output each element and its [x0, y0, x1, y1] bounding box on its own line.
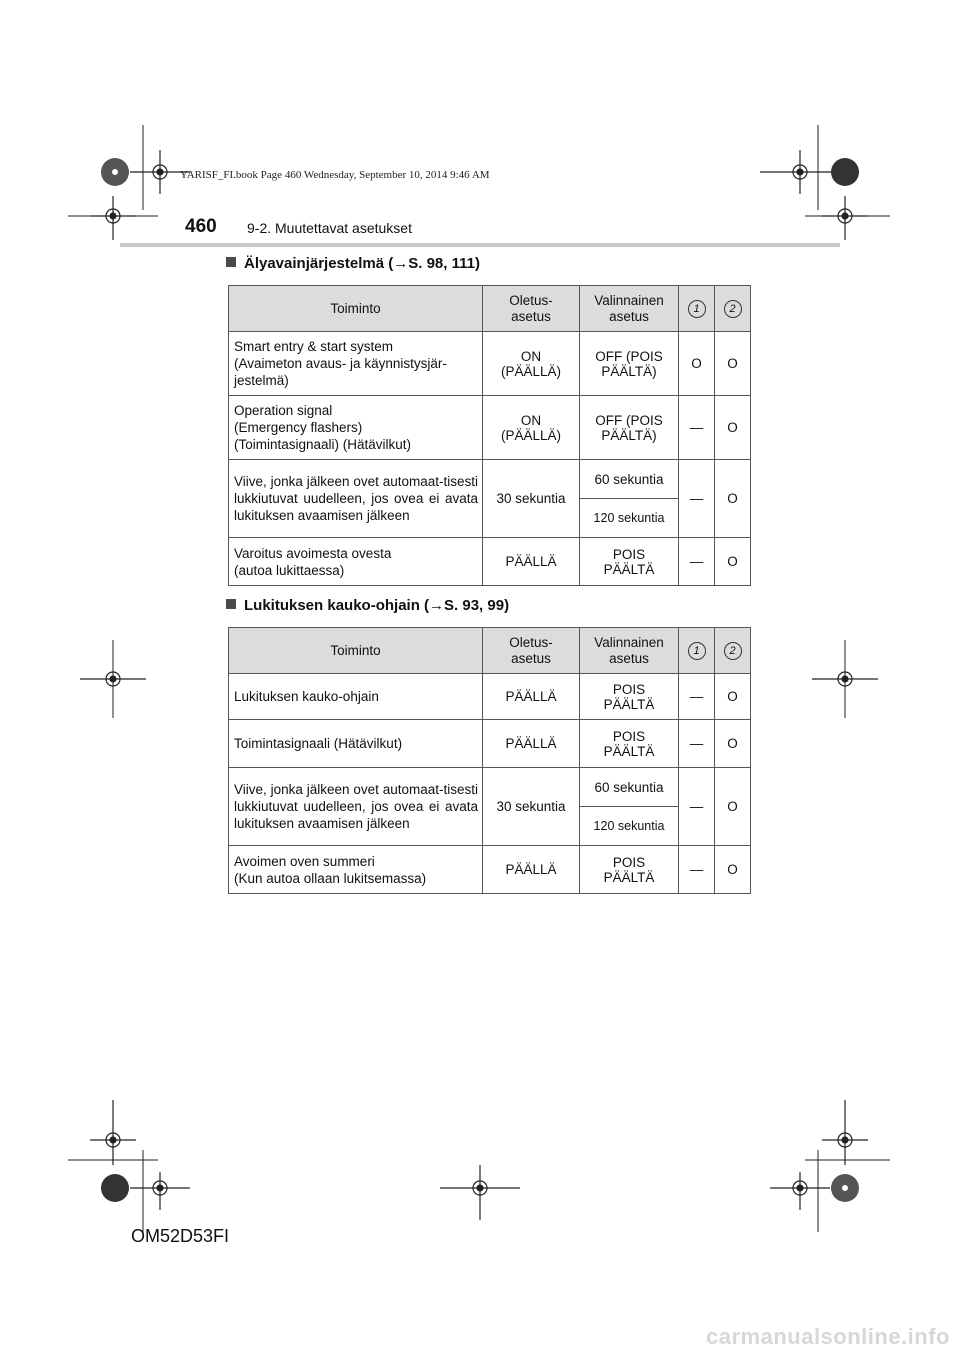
column-header-2	[715, 628, 751, 674]
sunburst-circle-mark-icon	[101, 158, 129, 186]
table-row	[229, 538, 751, 586]
default-cell: PÄÄLLÄ	[483, 538, 580, 586]
mark-cell-1: —	[679, 768, 715, 846]
header-rule	[120, 243, 840, 247]
filled-circle-mark-icon	[831, 158, 859, 186]
column-header-1	[679, 628, 715, 674]
settings-table-smart-key	[228, 285, 751, 586]
mark-cell-1: —	[679, 396, 715, 460]
registration-mark-icon	[90, 1100, 136, 1165]
column-header-default: Oletus- asetus	[483, 286, 580, 332]
table-row	[229, 846, 751, 894]
registration-mark-icon	[440, 1165, 520, 1220]
mark-cell-1: —	[679, 674, 715, 720]
section-title-remote	[226, 597, 509, 614]
default-cell: PÄÄLLÄ	[483, 674, 580, 720]
bullet-square-icon	[226, 599, 236, 609]
function-cell: Toimintasignaali (Hätävilkut)	[229, 720, 483, 768]
registration-mark-icon	[822, 1100, 868, 1165]
mark-cell-2: O	[715, 720, 751, 768]
function-cell: Viive, jonka jälkeen ovet automaat-tisesti lukkiutuvat uudelleen, jos ovea ei avata lukituksen avaamisen jälkeen	[229, 460, 483, 538]
mark-cell-2: O	[715, 460, 751, 538]
function-cell: Avoimen oven summeri (Kun autoa ollaan lukitsemassa)	[229, 846, 483, 894]
default-cell: ON (PÄÄLLÄ)	[483, 332, 580, 396]
optional-cell: 120 sekuntia	[580, 499, 679, 538]
optional-cell: POIS PÄÄLTÄ	[580, 720, 679, 768]
mark-cell-1: —	[679, 720, 715, 768]
default-cell: 30 sekuntia	[483, 768, 580, 846]
column-header-1	[679, 286, 715, 332]
filled-circle-mark-icon	[101, 1174, 129, 1202]
circled-number-2-icon: 2	[724, 300, 742, 318]
section-title-text: Lukituksen kauko-ohjain (→S. 93, 99)	[244, 597, 510, 614]
page-number: 460	[185, 216, 217, 237]
mark-cell-1: —	[679, 460, 715, 538]
table-header-row	[229, 286, 751, 332]
optional-cell: POIS PÄÄLTÄ	[580, 846, 679, 894]
optional-cell: 120 sekuntia	[580, 807, 679, 846]
function-cell: Smart entry & start system (Avaimeton avaus- ja käynnistysjär- jestelmä)	[229, 332, 483, 396]
table-header-row	[229, 628, 751, 674]
function-cell: Viive, jonka jälkeen ovet automaat-tisesti lukkiutuvat uudelleen, jos ovea ei avata lukituksen avaamisen jälkeen	[229, 768, 483, 846]
mark-cell-2: O	[715, 538, 751, 586]
bullet-square-icon	[226, 257, 236, 267]
default-cell: PÄÄLLÄ	[483, 846, 580, 894]
column-header-function: Toiminto	[229, 628, 483, 674]
registration-mark-icon	[770, 1172, 830, 1210]
sunburst-circle-mark-icon	[831, 1174, 859, 1202]
registration-mark-icon	[90, 196, 136, 240]
mark-cell-2: O	[715, 846, 751, 894]
registration-mark-icon	[760, 150, 840, 194]
mark-cell-2: O	[715, 768, 751, 846]
optional-cell: OFF (POIS PÄÄLTÄ)	[580, 332, 679, 396]
table-row	[229, 396, 751, 460]
column-header-function: Toiminto	[229, 286, 483, 332]
chapter-title: 9-2. Muutettavat asetukset	[247, 220, 412, 236]
footer-code: OM52D53FI	[131, 1226, 230, 1246]
optional-cell: 60 sekuntia	[580, 460, 679, 499]
mark-cell-2: O	[715, 396, 751, 460]
section-title-text: Älyavainjärjestelmä (→S. 98, 111)	[244, 255, 480, 272]
mark-cell-2: O	[715, 674, 751, 720]
registration-mark-icon	[822, 196, 868, 240]
registration-mark-icon	[130, 1172, 190, 1210]
optional-cell: OFF (POIS PÄÄLTÄ)	[580, 396, 679, 460]
table-row	[229, 460, 751, 499]
mark-cell-1: O	[679, 332, 715, 396]
table-row	[229, 674, 751, 720]
column-header-optional: Valinnainen asetus	[580, 286, 679, 332]
column-header-2	[715, 286, 751, 332]
column-header-optional: Valinnainen asetus	[580, 628, 679, 674]
table-row	[229, 332, 751, 396]
circled-number-2-icon: 2	[724, 642, 742, 660]
default-cell: ON (PÄÄLLÄ)	[483, 396, 580, 460]
optional-cell: POIS PÄÄLTÄ	[580, 674, 679, 720]
optional-cell: POIS PÄÄLTÄ	[580, 538, 679, 586]
default-cell: PÄÄLLÄ	[483, 720, 580, 768]
table-row	[229, 768, 751, 807]
function-cell: Operation signal (Emergency flashers) (Toimintasignaali) (Hätävilkut)	[229, 396, 483, 460]
circled-number-1-icon: 1	[688, 300, 706, 318]
table-row	[229, 720, 751, 768]
circled-number-1-icon: 1	[688, 642, 706, 660]
mark-cell-1: —	[679, 846, 715, 894]
column-header-default: Oletus- asetus	[483, 628, 580, 674]
function-cell: Varoitus avoimesta ovesta (autoa lukittaessa)	[229, 538, 483, 586]
settings-table-remote	[228, 627, 751, 894]
mark-cell-2: O	[715, 332, 751, 396]
section-title-smart-key	[226, 255, 480, 272]
mark-cell-1: —	[679, 538, 715, 586]
book-info-line: YARISF_FI.book Page 460 Wednesday, September 10, 2014 9:46 AM	[180, 169, 490, 181]
default-cell: 30 sekuntia	[483, 460, 580, 538]
watermark: carmanualsonline.info	[706, 1324, 950, 1349]
function-cell: Lukituksen kauko-ohjain	[229, 674, 483, 720]
optional-cell: 60 sekuntia	[580, 768, 679, 807]
